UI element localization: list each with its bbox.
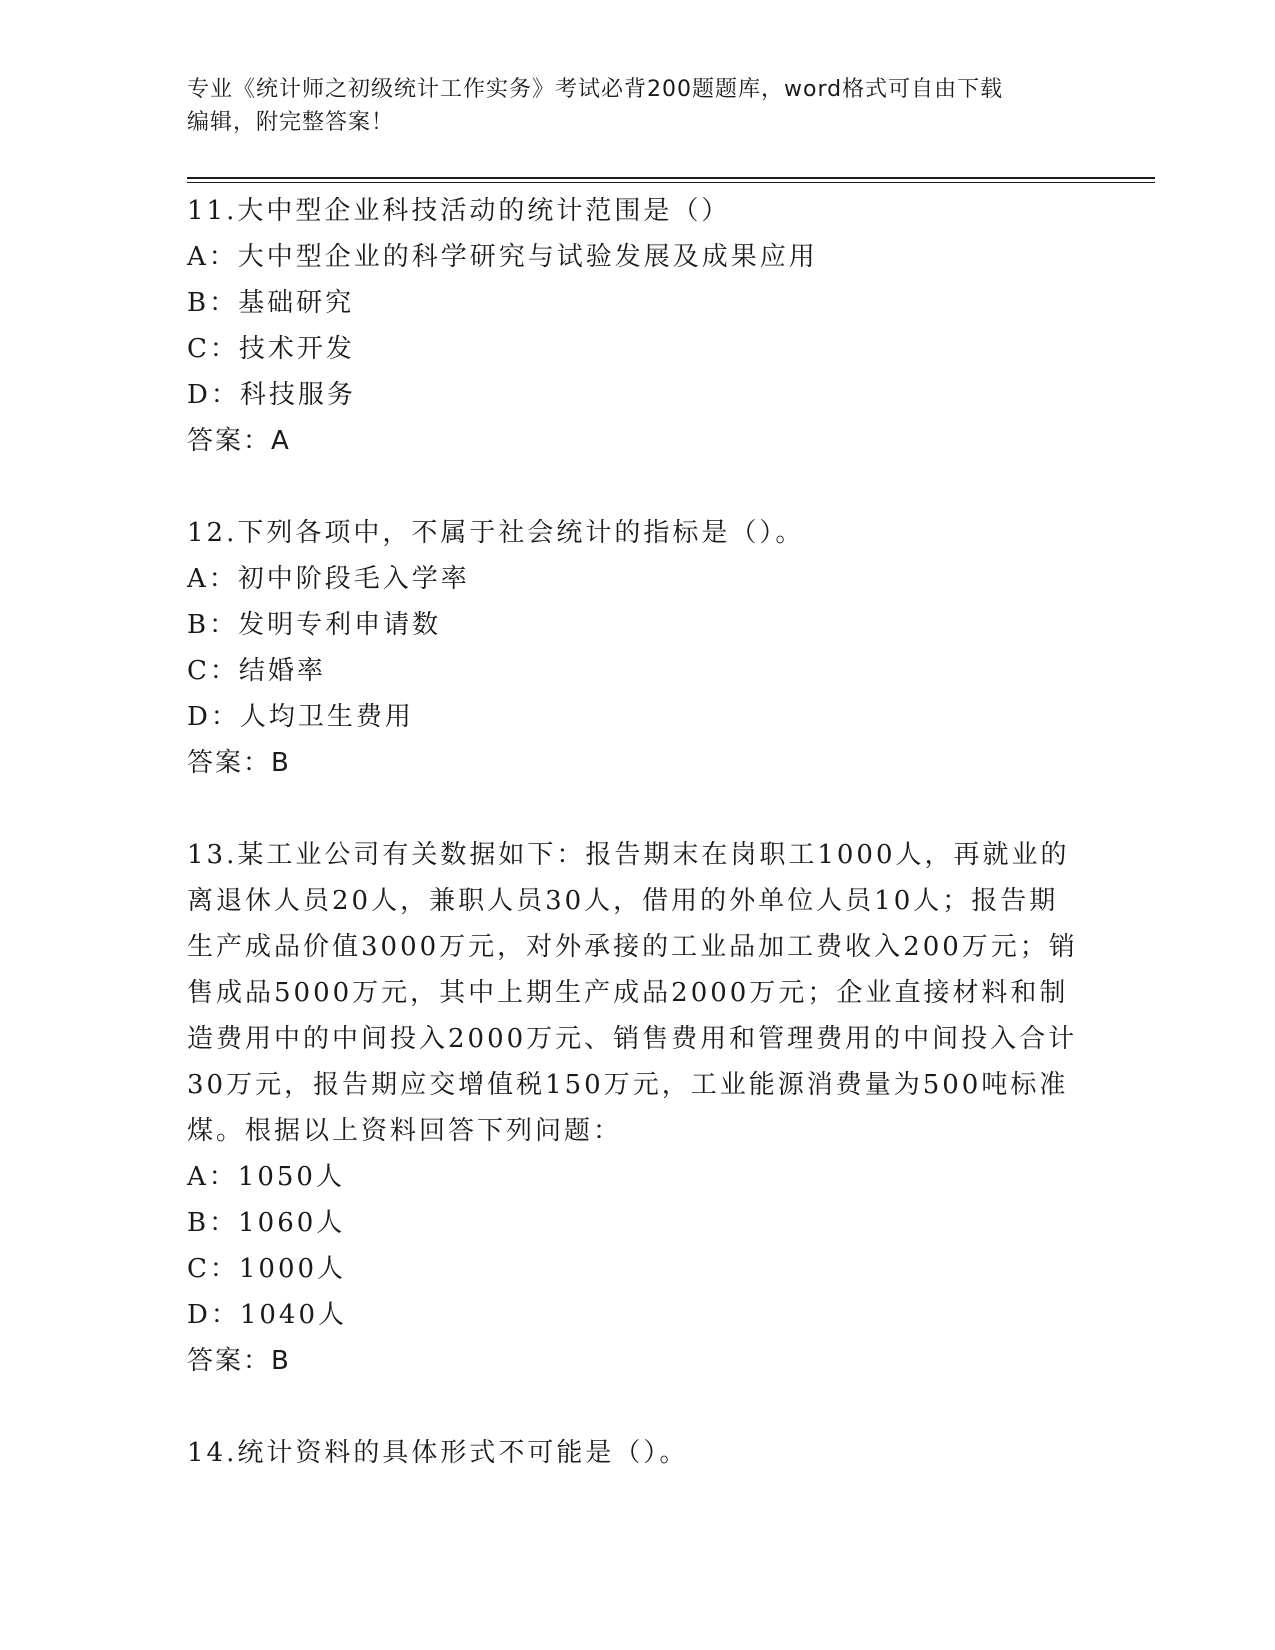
header-line-2: 编辑，附完整答案！ (187, 110, 395, 135)
header-divider (187, 177, 1155, 183)
option-c: C：结婚率 (187, 656, 326, 686)
document-header (187, 73, 1067, 139)
answer-text: 答案：B (187, 1346, 291, 1376)
option-c: C：1000人 (187, 1254, 347, 1284)
option-d: D：科技服务 (187, 380, 356, 410)
question-text-line: 生产成品价值3000万元，对外承接的工业品加工费收入200万元；销 (187, 932, 1078, 962)
question-14 (187, 1430, 1087, 1476)
question-text-line: 13.某工业公司有关数据如下：报告期末在岗职工1000人，再就业的 (187, 840, 1070, 870)
option-b: B：发明专利申请数 (187, 610, 442, 640)
option-b: B：1060人 (187, 1208, 346, 1238)
question-text: 12.下列各项中，不属于社会统计的指标是（）。 (187, 518, 805, 548)
question-text-line: 煤。根据以上资料回答下列问题： (187, 1116, 623, 1146)
option-d: D：1040人 (187, 1300, 348, 1330)
question-13 (187, 832, 1087, 1384)
option-c: C：技术开发 (187, 334, 355, 364)
question-12 (187, 510, 1087, 786)
question-text (187, 832, 1078, 1154)
option-b: B：基础研究 (187, 288, 355, 318)
question-text-line: 30万元，报告期应交增值税150万元，工业能源消费量为500吨标准 (187, 1070, 1069, 1100)
option-a: A：大中型企业的科学研究与试验发展及成果应用 (187, 242, 818, 272)
option-a: A：初中阶段毛入学率 (187, 564, 470, 594)
question-text: 11.大中型企业科技活动的统计范围是（） (187, 196, 731, 226)
question-list (187, 188, 1087, 1522)
header-line-1: 专业《统计师之初级统计工作实务》考试必背200题题库，word格式可自由下载 (187, 77, 1004, 102)
question-text-line: 离退休人员20人，兼职人员30人，借用的外单位人员10人；报告期 (187, 886, 1059, 916)
question-text: 14.统计资料的具体形式不可能是（）。 (187, 1438, 689, 1468)
option-d: D：人均卫生费用 (187, 702, 414, 732)
option-a: A：1050人 (187, 1162, 345, 1192)
question-11 (187, 188, 1087, 464)
answer-text: 答案：B (187, 748, 291, 778)
question-text-line: 售成品5000万元，其中上期生产成品2000万元；企业直接材料和制 (187, 978, 1069, 1008)
answer-text: 答案：A (187, 426, 291, 456)
question-text-line: 造费用中的中间投入2000万元、销售费用和管理费用的中间投入合计 (187, 1024, 1078, 1054)
